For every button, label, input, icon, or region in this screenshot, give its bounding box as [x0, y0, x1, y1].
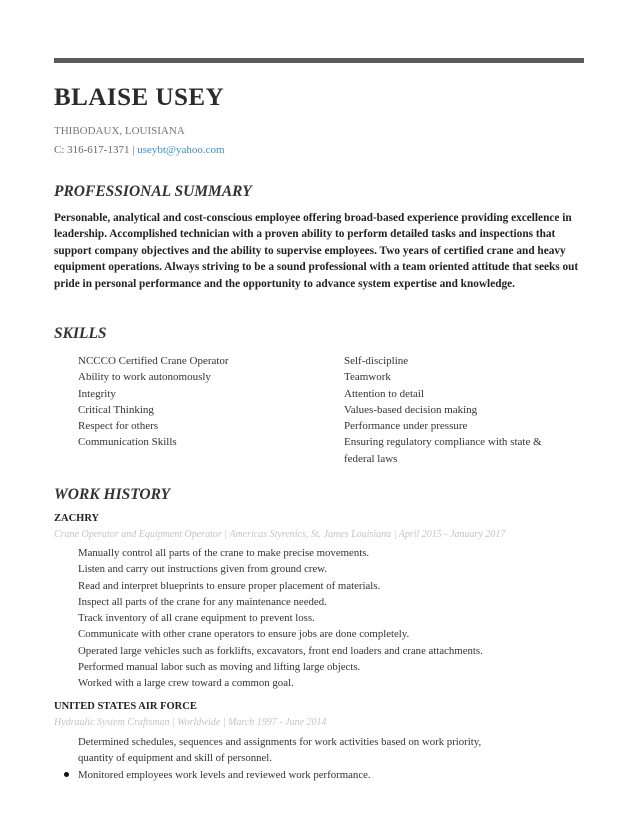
duty-item: Read and interpret blueprints to ensure proper placement of materials.: [78, 579, 381, 592]
summary-heading: PROFESSIONAL SUMMARY: [54, 183, 252, 200]
skill-item: Teamwork: [344, 371, 391, 384]
skill-item: Attention to detail: [344, 387, 425, 400]
skills-heading: SKILLS: [54, 325, 107, 342]
phone: C: 316-617-1371: [54, 144, 130, 156]
job-duties-list: [78, 734, 588, 783]
job-company: UNITED STATES AIR FORCE: [54, 701, 197, 712]
skill-item: Self-discipline: [344, 355, 409, 367]
skill-item: Integrity: [78, 387, 116, 400]
skill-item: Ability to work autonomously: [78, 371, 211, 384]
job-details: Crane Operator and Equipment Operator | Americas Styrenics, St. James Louisiana | April 2015 - January 2017: [54, 529, 506, 540]
skill-item: NCCCO Certified Crane Operator: [78, 355, 229, 367]
candidate-name: BLAISE USEY: [54, 84, 225, 111]
duty-item: Track inventory of all crane equipment to prevent loss.: [78, 612, 315, 625]
duty-item: Manually control all parts of the crane to make precise movements.: [78, 547, 370, 559]
email-link[interactable]: useybt@yahoo.com: [137, 144, 225, 156]
duty-item: Monitored employees work levels and reviewed work performance.: [78, 768, 371, 781]
duty-item: Worked with a large crew toward a common goal.: [78, 677, 294, 690]
duty-item: quantity of equipment and skill of personnel.: [78, 752, 273, 765]
location: THIBODAUX, LOUISIANA: [54, 125, 185, 137]
skills-right-list: [344, 353, 584, 467]
header-rule: [54, 58, 584, 63]
bullet-icon: [64, 772, 69, 777]
skills-left-list: [78, 353, 328, 451]
job-details: Hydraulic System Craftsman | Worldwide | March 1997 - June 2014: [54, 717, 327, 728]
skill-item: Critical Thinking: [78, 403, 154, 416]
work-history-heading: WORK HISTORY: [54, 486, 171, 503]
skill-item: Performance under pressure: [344, 420, 468, 433]
job-duties-list: [78, 545, 588, 692]
skill-item: Ensuring regulatory compliance with state &: [344, 436, 542, 449]
duty-item: Listen and carry out instructions given from ground crew.: [78, 563, 328, 576]
duty-item: Inspect all parts of the crane for any maintenance needed.: [78, 595, 327, 608]
skill-item: Communication Skills: [78, 436, 177, 449]
contact-separator: |: [132, 144, 135, 156]
skill-item: federal laws: [344, 452, 398, 465]
duty-item: Performed manual labor such as moving and lifting large objects.: [78, 661, 361, 674]
skill-item: Values-based decision making: [344, 403, 478, 416]
duty-item: Communicate with other crane operators to ensure jobs are done completely.: [78, 628, 410, 641]
duty-item: Determined schedules, sequences and assignments for work activities based on work priority,: [78, 736, 482, 748]
job-company: ZACHRY: [54, 513, 100, 524]
contact-line: [54, 144, 225, 156]
summary-text: Personable, analytical and cost-conscious employee offering broad-based experience providing excellence in leadership. Accomplished technician with a proven ability to perform detailed tasks and inspections that support company objectives and the ability to supervise employees. Two years of certified crane and heavy equipment operations. Always striving to be a sound professional with a team oriented attitude that seeks out pride in personal performance and the opportunity to advance system expertise and knowledge.: [54, 212, 579, 290]
skill-item: Respect for others: [78, 420, 159, 433]
duty-item: Operated large vehicles such as forklifts, excavators, front end loaders and crane attachments.: [78, 644, 483, 657]
